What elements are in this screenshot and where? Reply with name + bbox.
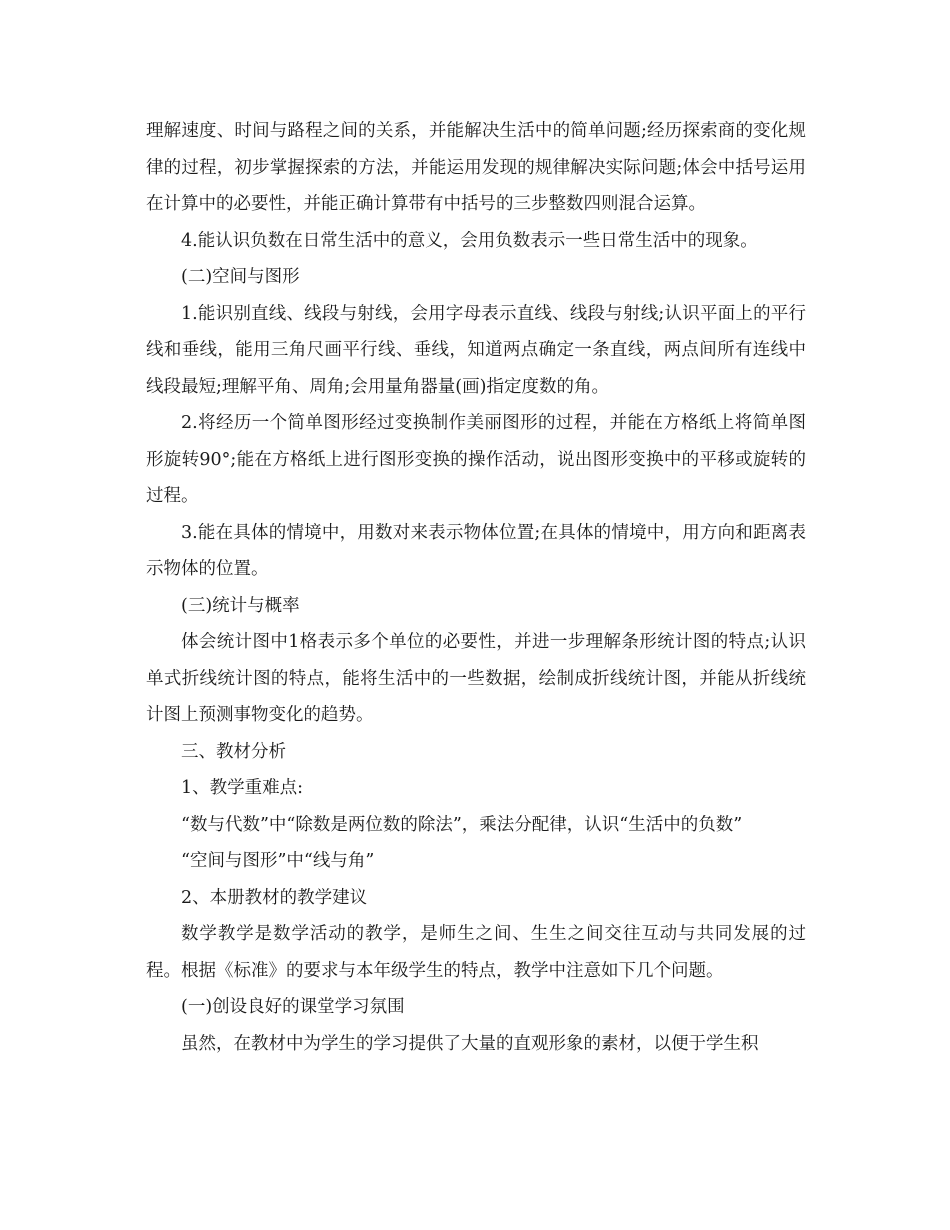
paragraph: 2.将经历一个简单图形经过变换制作美丽图形的过程，并能在方格纸上将简单图形旋转90°;能在方格纸上进行图形变换的操作活动，说出图形变换中的平移或旋转的过程。 bbox=[146, 413, 806, 506]
paragraph: 理解速度、时间与路程之间的关系，并能解决生活中的简单问题;经历探索商的变化规律的过程，初步掌握探索的方法，并能运用发现的规律解决实际问题;体会中括号运用在计算中的必要性，并能正确计算带有中括号的三步整数四则混合运算。 bbox=[146, 121, 806, 214]
paragraph: 虽然，在教材中为学生的学习提供了大量的直观形象的素材，以便于学生积 bbox=[181, 1033, 759, 1054]
section-heading: (二)空间与图形 bbox=[181, 267, 300, 287]
paragraph: “数与代数”中“除数是两位数的除法”，乘法分配律，认识“生活中的负数” bbox=[181, 814, 743, 835]
paragraph: 3.能在具体的情境中，用数对来表示物体位置;在具体的情境中，用方向和距离表示物体的位置。 bbox=[146, 522, 806, 579]
paragraph: 1.能识别直线、线段与射线，会用字母表示直线、线段与射线;认识平面上的平行线和垂线，能用三角尺画平行线、垂线，知道两点确定一条直线，两点间所有连线中线段最短;理解平角、周角;会用量角器量(画)指定度数的角。 bbox=[146, 303, 806, 397]
paragraph: 体会统计图中1格表示多个单位的必要性，并进一步理解条形统计图的特点;认识单式折线统计图的特点，能将生活中的一些数据，绘制成折线统计图，并能从折线统计图上预测事物变化的趋势。 bbox=[146, 632, 806, 725]
paragraph: 数学教学是数学活动的教学，是师生之间、生生之间交往互动与共同发展的过程。根据《标准》的要求与本年级学生的特点，教学中注意如下几个问题。 bbox=[146, 924, 806, 981]
section-heading: (三)统计与概率 bbox=[181, 595, 300, 616]
subsection-heading: 2、本册教材的教学建议 bbox=[181, 887, 368, 908]
subsection-heading: 1、教学重难点: bbox=[181, 778, 304, 798]
document-body bbox=[146, 113, 806, 1062]
paragraph: “空间与图形”中“线与角” bbox=[181, 851, 375, 871]
paragraph: 4.能认识负数在日常生活中的意义，会用负数表示一些日常生活中的现象。 bbox=[181, 230, 758, 251]
section-heading: (一)创设良好的课堂学习氛围 bbox=[181, 997, 405, 1017]
section-heading: 三、教材分析 bbox=[181, 741, 286, 762]
